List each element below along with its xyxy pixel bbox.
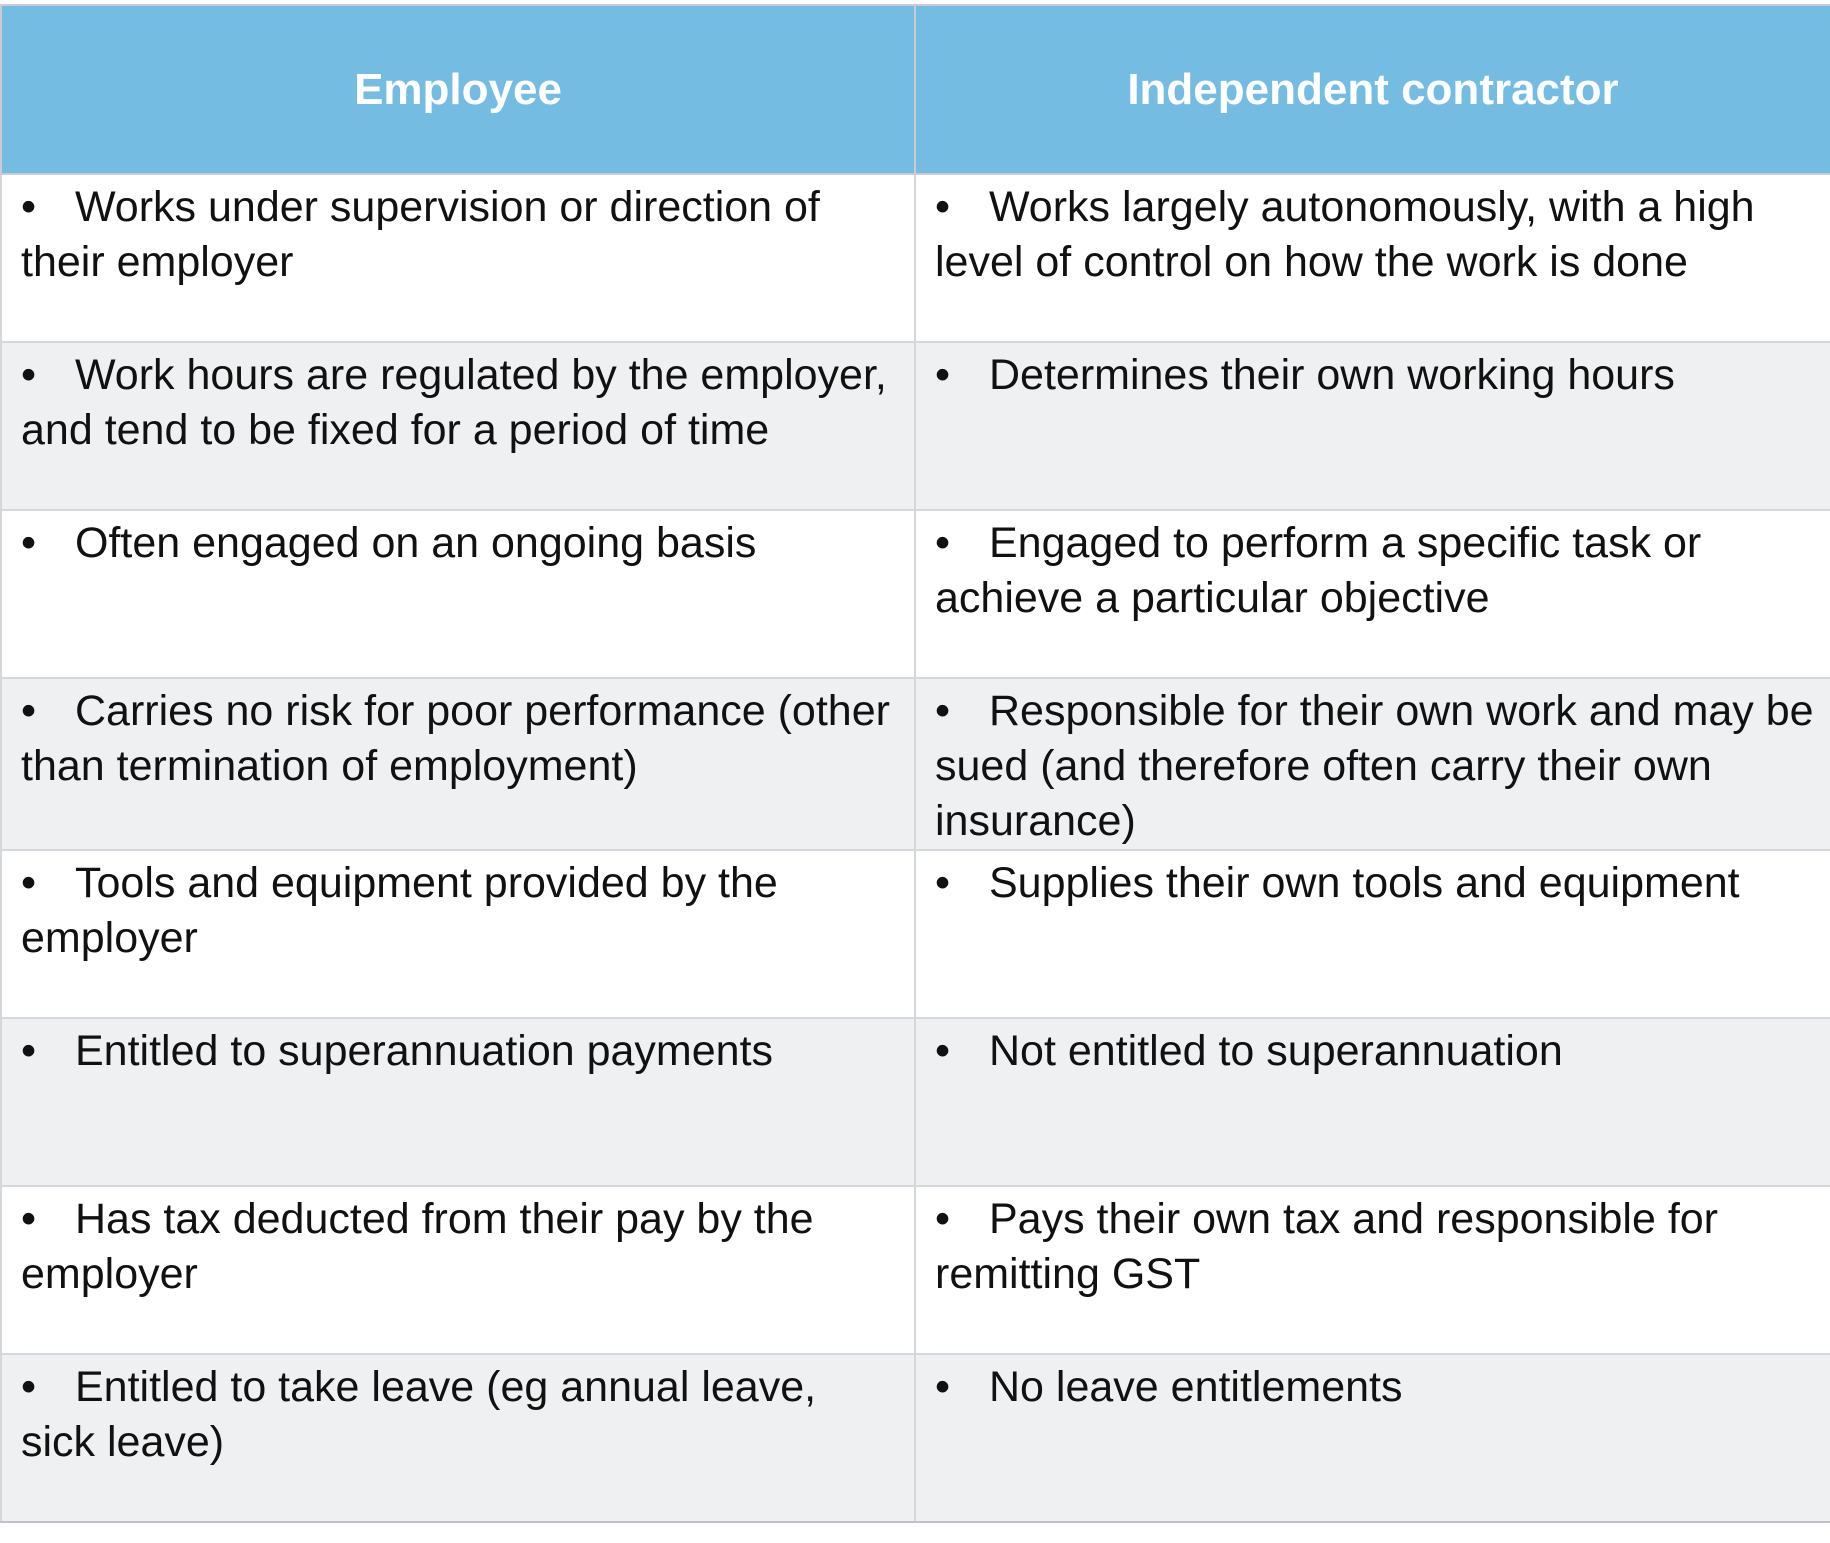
bullet: • — [21, 351, 37, 399]
bullet: • — [935, 1027, 951, 1075]
employee-cell — [1, 342, 915, 510]
header-row — [1, 5, 1830, 174]
bullet: • — [935, 351, 951, 399]
table-row — [1, 1354, 1830, 1522]
bullet: • — [935, 687, 951, 735]
employee-cell — [1, 1354, 915, 1522]
bullet: • — [21, 1195, 37, 1243]
contractor-cell — [915, 1354, 1830, 1522]
employee-text: Has tax deducted from their pay by the employer — [21, 1195, 814, 1298]
contractor-cell — [915, 850, 1830, 1018]
employee-text: Works under supervision or direction of their employer — [21, 183, 820, 286]
bullet: • — [21, 859, 37, 907]
employee-cell — [1, 510, 915, 678]
table-row — [1, 174, 1830, 342]
contractor-text: No leave entitlements — [989, 1363, 1403, 1411]
bullet: • — [21, 519, 37, 567]
bullet: • — [21, 1027, 37, 1075]
employee-text: Often engaged on an ongoing basis — [75, 519, 757, 567]
table-row — [1, 850, 1830, 1018]
table-row — [1, 342, 1830, 510]
bullet: • — [21, 687, 37, 735]
bullet: • — [935, 183, 951, 231]
contractor-cell — [915, 342, 1830, 510]
table-header — [1, 5, 1830, 174]
table-row — [1, 1018, 1830, 1186]
contractor-text: Supplies their own tools and equipment — [989, 859, 1740, 907]
table-body — [1, 174, 1830, 1522]
bullet: • — [935, 1363, 951, 1411]
contractor-cell — [915, 1018, 1830, 1186]
contractor-text: Pays their own tax and responsible for remitting GST — [935, 1195, 1719, 1298]
header-employee: Employee — [1, 5, 915, 174]
employee-text: Tools and equipment provided by the employer — [21, 859, 778, 962]
bullet: • — [21, 183, 37, 231]
contractor-cell — [915, 1186, 1830, 1354]
employee-cell — [1, 174, 915, 342]
employee-text: Entitled to take leave (eg annual leave, sick leave) — [21, 1363, 817, 1466]
contractor-text: Works largely autonomously, with a high level of control on how the work is done — [935, 183, 1755, 286]
employee-cell — [1, 850, 915, 1018]
employee-cell — [1, 678, 915, 850]
contractor-text: Engaged to perform a specific task or achieve a particular objective — [935, 519, 1702, 622]
bullet: • — [21, 1363, 37, 1411]
contractor-cell — [915, 678, 1830, 850]
employee-text: Carries no risk for poor performance (other than termination of employment) — [21, 687, 890, 790]
comparison-table-container — [0, 4, 1830, 1523]
employee-vs-contractor-table — [0, 4, 1830, 1523]
bullet: • — [935, 859, 951, 907]
table-row — [1, 1186, 1830, 1354]
table-row — [1, 510, 1830, 678]
bullet: • — [935, 519, 951, 567]
employee-text: Entitled to superannuation payments — [75, 1027, 774, 1075]
employee-text: Work hours are regulated by the employer, and tend to be fixed for a period of time — [21, 351, 887, 454]
contractor-text: Determines their own working hours — [989, 351, 1675, 399]
employee-cell — [1, 1186, 915, 1354]
contractor-text: Responsible for their own work and may be sued (and therefore often carry their own insurance) — [935, 687, 1814, 845]
contractor-cell — [915, 510, 1830, 678]
contractor-text: Not entitled to superannuation — [989, 1027, 1563, 1075]
employee-cell — [1, 1018, 915, 1186]
contractor-cell — [915, 174, 1830, 342]
header-independent-contractor: Independent contractor — [915, 5, 1830, 174]
bullet: • — [935, 1195, 951, 1243]
table-row — [1, 678, 1830, 850]
